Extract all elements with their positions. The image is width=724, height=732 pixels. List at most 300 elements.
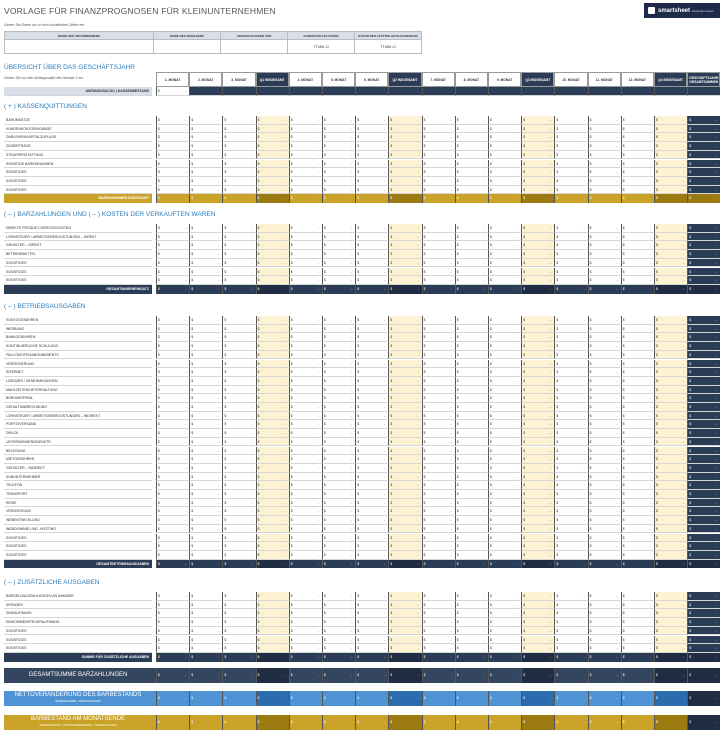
value-cell[interactable]: [322, 394, 355, 403]
value-cell[interactable]: [588, 542, 621, 551]
value-cell[interactable]: [621, 168, 654, 177]
value-cell[interactable]: [554, 516, 587, 525]
value-cell[interactable]: [222, 601, 255, 610]
value-cell[interactable]: [455, 250, 488, 259]
value-cell[interactable]: [588, 87, 621, 96]
value-cell[interactable]: [554, 368, 587, 377]
value-cell[interactable]: [289, 525, 322, 534]
value-cell[interactable]: [289, 151, 322, 160]
value-cell[interactable]: [422, 627, 455, 636]
value-cell[interactable]: [554, 325, 587, 334]
value-cell[interactable]: [554, 160, 587, 169]
value-cell[interactable]: [488, 224, 521, 233]
value-cell[interactable]: [554, 133, 587, 142]
value-cell[interactable]: [455, 551, 488, 560]
value-cell[interactable]: [588, 490, 621, 499]
value-cell[interactable]: [222, 394, 255, 403]
value-cell[interactable]: [222, 499, 255, 508]
value-cell[interactable]: [422, 151, 455, 160]
value-cell[interactable]: [422, 250, 455, 259]
value-cell[interactable]: [189, 447, 222, 456]
value-cell[interactable]: [588, 160, 621, 169]
value-cell[interactable]: [289, 507, 322, 516]
value-cell[interactable]: [289, 609, 322, 618]
value-cell[interactable]: [322, 142, 355, 151]
value-cell[interactable]: [322, 551, 355, 560]
value-cell[interactable]: [322, 276, 355, 285]
value-cell[interactable]: [621, 627, 654, 636]
value-cell[interactable]: [554, 420, 587, 429]
value-cell[interactable]: [222, 233, 255, 242]
value-cell[interactable]: [554, 403, 587, 412]
value-cell[interactable]: [322, 534, 355, 543]
value-cell[interactable]: [322, 250, 355, 259]
value-cell[interactable]: [322, 333, 355, 342]
value-cell[interactable]: [621, 368, 654, 377]
value-cell[interactable]: [289, 125, 322, 134]
value-cell[interactable]: [222, 403, 255, 412]
value-cell[interactable]: [322, 233, 355, 242]
value-cell[interactable]: [322, 542, 355, 551]
value-cell[interactable]: [422, 177, 455, 186]
value-cell[interactable]: [289, 627, 322, 636]
value-cell[interactable]: [588, 342, 621, 351]
value-cell[interactable]: [455, 87, 488, 96]
value-cell[interactable]: [189, 542, 222, 551]
value-cell[interactable]: [222, 609, 255, 618]
value-cell[interactable]: [554, 377, 587, 386]
value-cell[interactable]: [621, 386, 654, 395]
value-cell[interactable]: [621, 377, 654, 386]
manager-name-field[interactable]: [154, 40, 221, 54]
value-cell[interactable]: [488, 516, 521, 525]
value-cell[interactable]: [488, 87, 521, 96]
value-cell[interactable]: [621, 268, 654, 277]
value-cell[interactable]: [488, 276, 521, 285]
value-cell[interactable]: [422, 534, 455, 543]
value-cell[interactable]: [222, 377, 255, 386]
value-cell[interactable]: [488, 377, 521, 386]
value-cell[interactable]: [621, 601, 654, 610]
value-cell[interactable]: [322, 87, 355, 96]
value-cell[interactable]: [289, 438, 322, 447]
value-cell[interactable]: [322, 351, 355, 360]
value-cell[interactable]: [189, 316, 222, 325]
value-cell[interactable]: [621, 499, 654, 508]
value-cell[interactable]: [488, 342, 521, 351]
value-cell[interactable]: [554, 447, 587, 456]
value-cell[interactable]: [488, 438, 521, 447]
value-cell[interactable]: [322, 525, 355, 534]
value-cell[interactable]: [422, 516, 455, 525]
value-cell[interactable]: [621, 447, 654, 456]
value-cell[interactable]: [156, 636, 189, 645]
value-cell[interactable]: [322, 420, 355, 429]
value-cell[interactable]: [222, 525, 255, 534]
value-cell[interactable]: [322, 259, 355, 268]
value-cell[interactable]: [289, 160, 322, 169]
value-cell[interactable]: [355, 542, 388, 551]
value-cell[interactable]: [355, 276, 388, 285]
value-cell[interactable]: [588, 636, 621, 645]
value-cell[interactable]: [355, 481, 388, 490]
value-cell[interactable]: [554, 627, 587, 636]
value-cell[interactable]: [422, 276, 455, 285]
value-cell[interactable]: [455, 342, 488, 351]
value-cell[interactable]: [488, 455, 521, 464]
value-cell[interactable]: [355, 429, 388, 438]
value-cell[interactable]: [554, 250, 587, 259]
value-cell[interactable]: [322, 151, 355, 160]
value-cell[interactable]: [422, 386, 455, 395]
value-cell[interactable]: [355, 316, 388, 325]
value-cell[interactable]: [355, 224, 388, 233]
value-cell[interactable]: [488, 325, 521, 334]
value-cell[interactable]: [189, 276, 222, 285]
value-cell[interactable]: [455, 636, 488, 645]
value-cell[interactable]: [322, 473, 355, 482]
value-cell[interactable]: [488, 259, 521, 268]
value-cell[interactable]: [289, 360, 322, 369]
value-cell[interactable]: [455, 447, 488, 456]
value-cell[interactable]: [488, 601, 521, 610]
value-cell[interactable]: [422, 429, 455, 438]
value-cell[interactable]: [189, 412, 222, 421]
value-cell[interactable]: [289, 259, 322, 268]
value-cell[interactable]: [588, 351, 621, 360]
value-cell[interactable]: [422, 481, 455, 490]
value-cell[interactable]: [289, 177, 322, 186]
value-cell[interactable]: [588, 499, 621, 508]
value-cell[interactable]: [588, 151, 621, 160]
value-cell[interactable]: [355, 325, 388, 334]
value-cell[interactable]: [554, 394, 587, 403]
value-cell[interactable]: [588, 259, 621, 268]
value-cell[interactable]: [289, 551, 322, 560]
value-cell[interactable]: [189, 87, 222, 96]
value-cell[interactable]: [488, 609, 521, 618]
value-cell[interactable]: [621, 473, 654, 482]
value-cell[interactable]: [289, 168, 322, 177]
value-cell[interactable]: [355, 268, 388, 277]
value-cell[interactable]: [156, 233, 189, 242]
value-cell[interactable]: [554, 360, 587, 369]
value-cell[interactable]: [222, 490, 255, 499]
value-cell[interactable]: [289, 186, 322, 195]
value-cell[interactable]: [554, 142, 587, 151]
value-cell[interactable]: [322, 316, 355, 325]
value-cell[interactable]: [422, 525, 455, 534]
value-cell[interactable]: [554, 429, 587, 438]
value-cell[interactable]: [355, 644, 388, 653]
value-cell[interactable]: [156, 268, 189, 277]
value-cell[interactable]: [289, 116, 322, 125]
value-cell[interactable]: [189, 325, 222, 334]
value-cell[interactable]: [222, 542, 255, 551]
value-cell[interactable]: [455, 481, 488, 490]
value-cell[interactable]: [355, 636, 388, 645]
value-cell[interactable]: [455, 429, 488, 438]
value-cell[interactable]: [422, 464, 455, 473]
value-cell[interactable]: [588, 116, 621, 125]
value-cell[interactable]: [455, 186, 488, 195]
value-cell[interactable]: [588, 473, 621, 482]
value-cell[interactable]: [189, 438, 222, 447]
value-cell[interactable]: [322, 516, 355, 525]
value-cell[interactable]: [355, 507, 388, 516]
value-cell[interactable]: [488, 592, 521, 601]
value-cell[interactable]: [554, 481, 587, 490]
value-cell[interactable]: [455, 609, 488, 618]
value-cell[interactable]: [156, 177, 189, 186]
value-cell[interactable]: [189, 627, 222, 636]
value-cell[interactable]: [222, 268, 255, 277]
value-cell[interactable]: [189, 420, 222, 429]
value-cell[interactable]: [621, 481, 654, 490]
value-cell[interactable]: [189, 455, 222, 464]
value-cell[interactable]: [554, 542, 587, 551]
value-cell[interactable]: [488, 351, 521, 360]
value-cell[interactable]: [554, 507, 587, 516]
value-cell[interactable]: [422, 142, 455, 151]
value-cell[interactable]: [189, 429, 222, 438]
value-cell[interactable]: [621, 420, 654, 429]
value-cell[interactable]: [156, 241, 189, 250]
value-cell[interactable]: [289, 241, 322, 250]
value-cell[interactable]: [222, 250, 255, 259]
value-cell[interactable]: [156, 551, 189, 560]
value-cell[interactable]: [289, 87, 322, 96]
value-cell[interactable]: [455, 525, 488, 534]
value-cell[interactable]: [488, 360, 521, 369]
value-cell[interactable]: [289, 601, 322, 610]
value-cell[interactable]: [189, 151, 222, 160]
value-cell[interactable]: [588, 168, 621, 177]
value-cell[interactable]: [322, 636, 355, 645]
value-cell[interactable]: [422, 447, 455, 456]
value-cell[interactable]: [222, 316, 255, 325]
value-cell[interactable]: [588, 360, 621, 369]
value-cell[interactable]: [355, 87, 388, 96]
value-cell[interactable]: [455, 455, 488, 464]
value-cell[interactable]: [289, 224, 322, 233]
value-cell[interactable]: [355, 464, 388, 473]
value-cell[interactable]: [355, 516, 388, 525]
value-cell[interactable]: [355, 618, 388, 627]
value-cell[interactable]: [189, 507, 222, 516]
value-cell[interactable]: [322, 403, 355, 412]
value-cell[interactable]: [588, 125, 621, 134]
value-cell[interactable]: [422, 601, 455, 610]
value-cell[interactable]: [355, 447, 388, 456]
value-cell[interactable]: [554, 151, 587, 160]
value-cell[interactable]: [322, 447, 355, 456]
value-cell[interactable]: [189, 636, 222, 645]
value-cell[interactable]: [455, 403, 488, 412]
value-cell[interactable]: [554, 224, 587, 233]
value-cell[interactable]: [455, 316, 488, 325]
value-cell[interactable]: [621, 644, 654, 653]
value-cell[interactable]: [455, 473, 488, 482]
value-cell[interactable]: [322, 160, 355, 169]
value-cell[interactable]: [222, 455, 255, 464]
value-cell[interactable]: [455, 160, 488, 169]
value-cell[interactable]: [488, 186, 521, 195]
value-cell[interactable]: [488, 168, 521, 177]
value-cell[interactable]: [621, 551, 654, 560]
value-cell[interactable]: [554, 618, 587, 627]
value-cell[interactable]: [488, 507, 521, 516]
value-cell[interactable]: [422, 618, 455, 627]
value-cell[interactable]: [355, 250, 388, 259]
value-cell[interactable]: [455, 644, 488, 653]
value-cell[interactable]: [322, 360, 355, 369]
value-cell[interactable]: [422, 551, 455, 560]
value-cell[interactable]: [289, 490, 322, 499]
value-cell[interactable]: [222, 507, 255, 516]
value-cell[interactable]: [455, 233, 488, 242]
value-cell[interactable]: [621, 87, 654, 96]
value-cell[interactable]: [156, 133, 189, 142]
value-cell[interactable]: [322, 412, 355, 421]
value-cell[interactable]: [222, 142, 255, 151]
value-cell[interactable]: [355, 394, 388, 403]
value-cell[interactable]: [455, 360, 488, 369]
value-cell[interactable]: [588, 276, 621, 285]
value-cell[interactable]: [289, 377, 322, 386]
value-cell[interactable]: [554, 455, 587, 464]
value-cell[interactable]: [156, 609, 189, 618]
value-cell[interactable]: [588, 481, 621, 490]
value-cell[interactable]: [455, 627, 488, 636]
value-cell[interactable]: [488, 142, 521, 151]
value-cell[interactable]: [588, 507, 621, 516]
value-cell[interactable]: [554, 241, 587, 250]
value-cell[interactable]: [189, 259, 222, 268]
completed-by-field[interactable]: [221, 40, 288, 54]
value-cell[interactable]: [289, 534, 322, 543]
value-cell[interactable]: [222, 151, 255, 160]
value-cell[interactable]: [488, 542, 521, 551]
value-cell[interactable]: [156, 142, 189, 151]
value-cell[interactable]: [422, 412, 455, 421]
value-cell[interactable]: [322, 268, 355, 277]
value-cell[interactable]: [189, 142, 222, 151]
value-cell[interactable]: [156, 224, 189, 233]
value-cell[interactable]: [156, 168, 189, 177]
value-cell[interactable]: [422, 224, 455, 233]
value-cell[interactable]: [488, 133, 521, 142]
value-cell[interactable]: [156, 499, 189, 508]
value-cell[interactable]: [488, 490, 521, 499]
value-cell[interactable]: [189, 160, 222, 169]
value-cell[interactable]: [455, 412, 488, 421]
value-cell[interactable]: [222, 438, 255, 447]
value-cell[interactable]: [189, 618, 222, 627]
value-cell[interactable]: [322, 368, 355, 377]
value-cell[interactable]: [621, 360, 654, 369]
value-cell[interactable]: [621, 259, 654, 268]
value-cell[interactable]: [189, 168, 222, 177]
value-cell[interactable]: [355, 241, 388, 250]
value-cell[interactable]: [621, 142, 654, 151]
value-cell[interactable]: [488, 403, 521, 412]
value-cell[interactable]: [455, 268, 488, 277]
value-cell[interactable]: [422, 394, 455, 403]
value-cell[interactable]: [588, 403, 621, 412]
value-cell[interactable]: [156, 542, 189, 551]
value-cell[interactable]: [189, 224, 222, 233]
value-cell[interactable]: [422, 455, 455, 464]
value-cell[interactable]: [355, 377, 388, 386]
value-cell[interactable]: [455, 499, 488, 508]
value-cell[interactable]: [156, 386, 189, 395]
value-cell[interactable]: [588, 316, 621, 325]
value-cell[interactable]: [621, 151, 654, 160]
value-cell[interactable]: [189, 490, 222, 499]
value-cell[interactable]: [289, 403, 322, 412]
value-cell[interactable]: [422, 473, 455, 482]
value-cell[interactable]: [422, 87, 455, 96]
value-cell[interactable]: [189, 609, 222, 618]
value-cell[interactable]: [554, 592, 587, 601]
value-cell[interactable]: [156, 351, 189, 360]
value-cell[interactable]: [621, 636, 654, 645]
value-cell[interactable]: [355, 168, 388, 177]
value-cell[interactable]: [289, 142, 322, 151]
value-cell[interactable]: [422, 342, 455, 351]
value-cell[interactable]: [455, 464, 488, 473]
value-cell[interactable]: [222, 241, 255, 250]
value-cell[interactable]: [455, 168, 488, 177]
value-cell[interactable]: [289, 473, 322, 482]
value-cell[interactable]: [222, 534, 255, 543]
value-cell[interactable]: [554, 525, 587, 534]
value-cell[interactable]: [488, 394, 521, 403]
value-cell[interactable]: [189, 268, 222, 277]
value-cell[interactable]: [554, 233, 587, 242]
value-cell[interactable]: [621, 186, 654, 195]
value-cell[interactable]: [322, 438, 355, 447]
value-cell[interactable]: [289, 499, 322, 508]
value-cell[interactable]: [156, 473, 189, 482]
value-cell[interactable]: [355, 259, 388, 268]
value-cell[interactable]: [156, 325, 189, 334]
value-cell[interactable]: [488, 368, 521, 377]
value-cell[interactable]: [189, 516, 222, 525]
value-cell[interactable]: [455, 490, 488, 499]
value-cell[interactable]: [189, 333, 222, 342]
value-cell[interactable]: [554, 276, 587, 285]
value-cell[interactable]: [588, 177, 621, 186]
value-cell[interactable]: [422, 609, 455, 618]
value-cell[interactable]: [222, 116, 255, 125]
value-cell[interactable]: [289, 618, 322, 627]
value-cell[interactable]: [488, 268, 521, 277]
value-cell[interactable]: [322, 429, 355, 438]
value-cell[interactable]: [189, 386, 222, 395]
value-cell[interactable]: [621, 325, 654, 334]
value-cell[interactable]: [222, 618, 255, 627]
value-cell[interactable]: [156, 516, 189, 525]
value-cell[interactable]: [455, 224, 488, 233]
value-cell[interactable]: [222, 386, 255, 395]
value-cell[interactable]: [554, 464, 587, 473]
value-cell[interactable]: [554, 601, 587, 610]
value-cell[interactable]: [588, 250, 621, 259]
value-cell[interactable]: [189, 534, 222, 543]
value-cell[interactable]: [422, 420, 455, 429]
